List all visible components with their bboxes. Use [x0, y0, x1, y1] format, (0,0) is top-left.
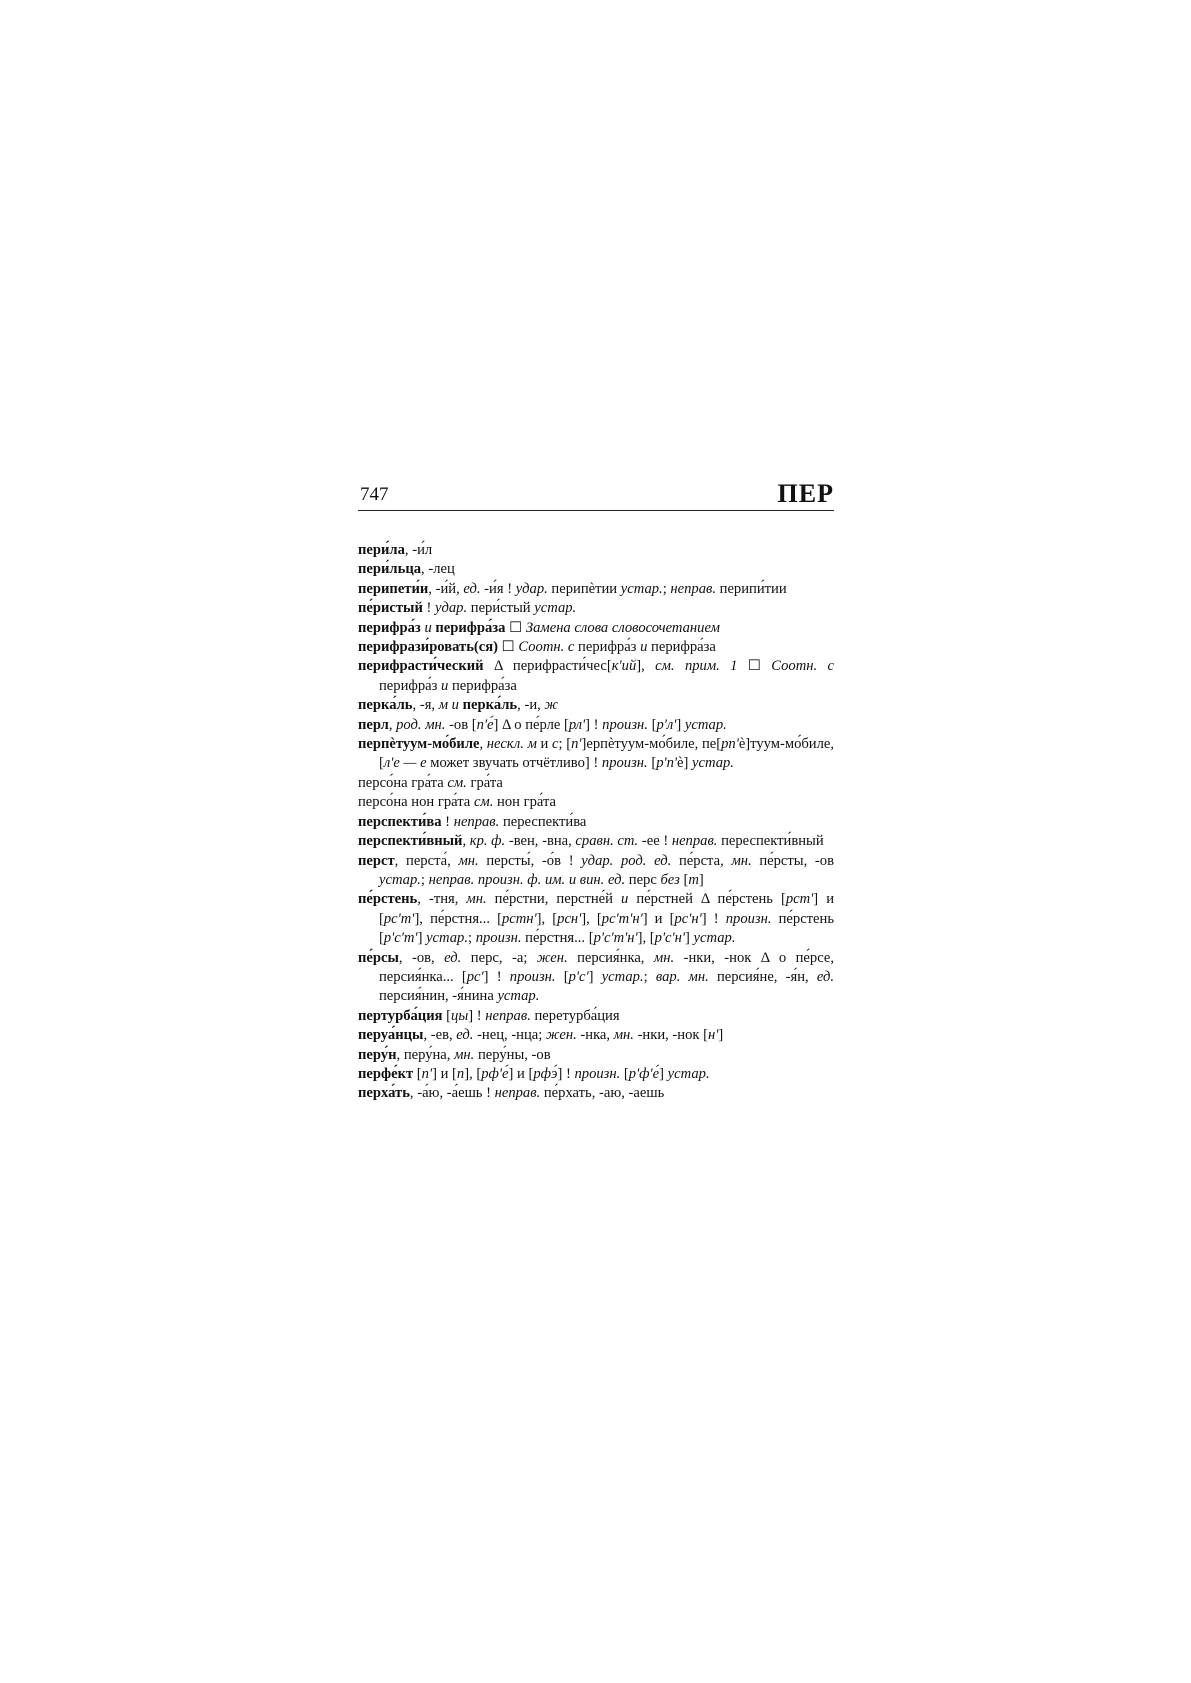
headword: перифра́з — [358, 619, 421, 636]
entry-text: пе́рста, — [671, 852, 732, 869]
entry-text: [ — [647, 755, 657, 772]
italic-label: удар. — [515, 580, 548, 597]
entry-text: Δ перифрасти́чес[ — [483, 658, 612, 675]
entry-text: перс, -а; — [461, 949, 537, 966]
italic-label: мн. — [458, 852, 479, 869]
dictionary-entry — [358, 832, 834, 851]
italic-label: рстн' — [501, 910, 537, 927]
dictionary-entry — [358, 1046, 834, 1065]
entry-text: è]туум-мо́биле, [ — [379, 736, 835, 772]
dictionary-entries — [358, 541, 834, 1104]
italic-label: неправ. — [671, 833, 718, 850]
entry-text: ! — [422, 600, 436, 617]
dictionary-entry — [358, 599, 834, 618]
italic-label: с — [552, 736, 559, 753]
entry-text: -и́я ! — [480, 580, 516, 597]
italic-label: см. прим. 1 — [655, 658, 738, 675]
dictionary-entry — [358, 793, 834, 812]
entry-text: [ — [679, 871, 689, 888]
entry-text: переспекти́ва — [499, 813, 587, 830]
dictionary-entry — [358, 716, 834, 735]
entry-text: ], [ — [464, 1065, 482, 1082]
italic-label: неправ. — [453, 813, 500, 830]
headword: перст — [358, 852, 395, 869]
italic-label: ед. — [816, 968, 835, 985]
dictionary-entry — [358, 1026, 834, 1045]
italic-label: мн. — [454, 1046, 475, 1063]
entry-text: ] — [698, 871, 704, 888]
page-header — [358, 476, 834, 511]
entry-text: , -лец — [421, 561, 455, 578]
entry-text: ], пе́рстня... [ — [414, 910, 502, 927]
italic-label: Замена слова словосочетанием — [525, 619, 720, 636]
entry-text: ; — [643, 968, 656, 985]
italic-label: произн. — [475, 930, 522, 947]
italic-label: устар. — [620, 580, 663, 597]
italic-label: неправ. произн. ф. им. и вин. ед. — [428, 871, 626, 888]
headword: пертурба́ция — [358, 1007, 443, 1024]
headword: перспекти́вный — [358, 833, 463, 850]
dictionary-entry — [358, 1065, 834, 1084]
italic-label: р'ф'е́ — [628, 1065, 660, 1082]
entry-text: , — [388, 716, 397, 733]
entry-text: , — [479, 736, 487, 753]
dictionary-entry — [358, 1084, 834, 1103]
italic-label: и — [441, 677, 449, 694]
entry-text: гра́та — [466, 774, 503, 791]
italic-label: р'с'н' — [654, 930, 686, 947]
headword: перфе́кт — [358, 1065, 414, 1082]
entry-text: ] ! — [585, 716, 603, 733]
entry-text: персты́, -о́в ! — [478, 852, 582, 869]
entry-text: ] ! — [701, 910, 726, 927]
entry-text: , -и́й, — [428, 580, 464, 597]
dictionary-entry — [358, 560, 834, 579]
italic-label: и — [420, 619, 436, 636]
entry-text: перипи́тии — [715, 580, 787, 597]
dictionary-entry — [358, 1007, 834, 1026]
entry-text: [ — [647, 716, 657, 733]
italic-label: см. — [473, 794, 494, 811]
italic-label: рс'н' — [674, 910, 702, 927]
entry-text: ], [ — [637, 930, 655, 947]
italic-label: мн. — [653, 949, 675, 966]
italic-label: нескл. м — [486, 736, 537, 753]
italic-label: устар. — [379, 871, 421, 888]
entry-text: ], — [636, 658, 656, 675]
entry-text: персо́на гра́та — [358, 774, 448, 791]
dictionary-entry — [358, 696, 834, 715]
entry-text: пери́стый — [467, 600, 535, 617]
headword: пе́ристый — [358, 600, 423, 617]
entry-text: -нка, — [576, 1027, 614, 1044]
italic-label: произн. — [509, 968, 556, 985]
italic-label: сравн. ст. — [575, 833, 639, 850]
italic-label: рф'е́ — [481, 1065, 509, 1082]
italic-label: удар. — [435, 600, 468, 617]
dictionary-entry — [358, 890, 834, 948]
entry-text: ] ! — [483, 968, 510, 985]
dictionary-entry — [358, 580, 834, 599]
italic-label: устар. — [693, 930, 736, 947]
entry-text: пе́рстень [ — [379, 910, 835, 947]
page-number: 747 — [360, 484, 389, 505]
italic-label: устар. — [692, 755, 734, 772]
italic-label: р'п' — [656, 755, 678, 772]
headword: перл — [358, 716, 389, 733]
entry-text: ] — [685, 930, 694, 947]
italic-label: вар. мн. — [655, 968, 709, 985]
entry-text: пе́рстней Δ пе́рстень [ — [628, 891, 786, 908]
dictionary-entry — [358, 774, 834, 793]
entry-text: -нки, -нок Δ о пе́рсе, персия́нка... [ — [379, 949, 834, 985]
entry-text: ], [ — [536, 910, 558, 927]
italic-label: рс' — [466, 968, 484, 985]
italic-label: р'л' — [656, 716, 677, 733]
italic-label: мн. — [613, 1027, 634, 1044]
headword: перуа́нцы — [358, 1027, 424, 1044]
entry-text: перу́ны, -ов — [474, 1046, 551, 1063]
entry-text: , перста́, — [394, 852, 459, 869]
entry-text: ] — [588, 968, 602, 985]
entry-text: ! — [441, 813, 454, 830]
dictionary-page — [358, 476, 834, 1104]
entry-text: ☐ — [505, 619, 526, 636]
italic-label: см. — [447, 774, 467, 791]
dictionary-entry — [358, 541, 834, 560]
italic-label: рсн' — [557, 910, 582, 927]
dictionary-entry — [358, 638, 834, 657]
entry-text: ; — [420, 871, 429, 888]
italic-label: ж — [544, 697, 558, 714]
italic-label: произн. — [601, 755, 648, 772]
entry-text: , -и, — [517, 697, 545, 714]
entry-text: перетурба́ция — [530, 1007, 620, 1024]
headword: перифрасти́ческий — [358, 658, 484, 675]
dictionary-entry — [358, 949, 834, 1007]
italic-label: рс'т' — [383, 910, 415, 927]
italic-label: п — [456, 1065, 465, 1082]
entry-text: [ — [442, 1007, 452, 1024]
headword: перспекти́ва — [358, 813, 442, 830]
entry-text: ] — [676, 716, 685, 733]
entry-text: нон гра́та — [493, 794, 557, 811]
italic-label: произн. — [725, 910, 772, 927]
headword: пе́рсы — [358, 949, 399, 966]
entry-text: , -ев, — [423, 1027, 457, 1044]
entry-text: перифра́за — [448, 677, 517, 694]
italic-label: и — [621, 891, 629, 908]
italic-label: удар. род. ед. — [581, 852, 672, 869]
italic-label: устар. — [601, 968, 644, 985]
italic-label: ед. — [463, 580, 481, 597]
entry-text: пе́рхать, -аю, -аешь — [540, 1085, 665, 1102]
italic-label: к'ий — [611, 658, 637, 675]
headword: перу́н — [358, 1046, 397, 1063]
italic-label: неправ. — [494, 1085, 541, 1102]
entry-text: [ — [620, 1065, 629, 1082]
entry-text: переспекти́вный — [717, 833, 824, 850]
entry-text: ☐ — [737, 658, 772, 675]
entry-text: перс — [625, 871, 661, 888]
italic-label: без — [660, 871, 680, 888]
dictionary-entry — [358, 852, 834, 891]
italic-label: Соотн. с — [518, 639, 575, 656]
entry-text: перифра́з — [379, 677, 442, 694]
italic-label: и — [640, 639, 648, 656]
dictionary-entry — [358, 657, 834, 696]
italic-label: р'с'т' — [383, 930, 418, 947]
entry-text: ] ! — [557, 1065, 575, 1082]
italic-label: род. мн. — [396, 716, 446, 733]
entry-text: [ — [555, 968, 569, 985]
italic-label: рс'т'н' — [601, 910, 643, 927]
headword: перифрази́ровать(ся) — [358, 639, 499, 656]
italic-label: кр. ф. — [469, 833, 506, 850]
italic-label: п'е́ — [476, 716, 494, 733]
italic-label: жен. — [546, 1027, 577, 1044]
italic-label: неправ. — [485, 1007, 531, 1024]
entry-text: перифра́з — [574, 639, 641, 656]
italic-label: р'с'т'н' — [593, 930, 638, 947]
italic-label: рфэ́ — [533, 1065, 558, 1082]
headword: перипети́и — [358, 580, 429, 597]
entry-text: персо́на нон гра́та — [358, 794, 474, 811]
entry-text: , -ов, — [398, 949, 445, 966]
entry-text: ] и [ — [642, 910, 675, 927]
italic-label: рст' — [785, 891, 814, 908]
italic-label: устар. — [684, 716, 727, 733]
italic-label: ед. — [444, 949, 462, 966]
entry-text: ] и [ — [379, 891, 835, 927]
entry-text: , — [462, 833, 470, 850]
italic-label: мн. — [466, 891, 487, 908]
entry-text: перифра́за — [647, 639, 716, 656]
italic-label: п' — [571, 736, 582, 753]
italic-label: рл' — [568, 716, 586, 733]
entry-text: ], [ — [581, 910, 602, 927]
running-head: ПЕР — [777, 479, 834, 508]
entry-text: ] — [417, 930, 427, 947]
entry-text: ] ! — [468, 1007, 486, 1024]
headword: пе́рстень — [358, 891, 418, 908]
italic-label: рп' — [721, 736, 739, 753]
entry-text: перипѐтии — [547, 580, 621, 597]
italic-label: т — [688, 871, 699, 888]
dictionary-entry — [358, 735, 834, 774]
entry-text: , перу́на, — [396, 1046, 455, 1063]
entry-text: ; — [662, 580, 671, 597]
entry-text: , -а́ю, -а́ешь ! — [409, 1085, 495, 1102]
dictionary-entry — [358, 813, 834, 832]
headword: перха́ть — [358, 1085, 410, 1102]
headword: пери́ла — [358, 542, 405, 558]
entry-text: ☐ — [498, 639, 519, 656]
italic-label: устар. — [497, 988, 540, 1005]
entry-text: ] Δ о пе́рле [ — [493, 716, 569, 733]
entry-text: [ — [413, 1065, 422, 1082]
headword: перпѐтуум-мо́биле — [358, 736, 480, 753]
entry-text: пе́рсты, -ов — [751, 852, 834, 869]
entry-text: персия́нка, — [567, 949, 654, 966]
entry-text: и — [536, 736, 553, 753]
entry-text: -нки, -нок [ — [633, 1027, 709, 1044]
entry-text: персия́нин, -я́нина — [379, 988, 498, 1005]
entry-text: пе́рстня... [ — [521, 930, 594, 947]
entry-text: пе́рстни, перстне́й — [486, 891, 622, 908]
entry-text: ] — [659, 1065, 668, 1082]
italic-label: л'е — е — [383, 755, 427, 772]
italic-label: м и — [438, 697, 459, 714]
italic-label: неправ. — [670, 580, 716, 597]
headword: перка́ль — [358, 697, 413, 714]
entry-text: ] и [ — [432, 1065, 457, 1082]
headword: пери́льца — [358, 561, 422, 578]
entry-text: ; — [468, 930, 476, 947]
italic-label: п' — [421, 1065, 433, 1082]
italic-label: устар. — [426, 930, 468, 947]
italic-label: р'с' — [568, 968, 589, 985]
headword: перка́ль — [462, 697, 518, 714]
italic-label: жен. — [536, 949, 568, 966]
entry-text: ] и [ — [508, 1065, 534, 1082]
dictionary-entry — [358, 619, 834, 638]
entry-text: ]ерпѐтуум-мо́биле, пе[ — [581, 736, 722, 753]
entry-text: -вен, -вна, — [505, 833, 576, 850]
italic-label: мн. — [731, 852, 752, 869]
entry-text: может звучать отчётливо] ! — [426, 755, 602, 772]
entry-text: -ов [ — [445, 716, 477, 733]
italic-label: цы — [451, 1007, 469, 1024]
italic-label: Соотн. с — [771, 658, 834, 675]
entry-text: -ее ! — [638, 833, 672, 850]
italic-label: произн. — [574, 1065, 621, 1082]
italic-label: н' — [708, 1027, 719, 1044]
entry-text: -нец, -нца; — [473, 1027, 546, 1044]
headword: перифра́за — [435, 619, 506, 636]
italic-label: устар. — [534, 600, 577, 617]
entry-text: è] — [677, 755, 693, 772]
entry-text: ; [ — [558, 736, 572, 753]
entry-text: , -я, — [412, 697, 439, 714]
entry-text: , -и́л — [404, 542, 433, 558]
entry-text: персия́не, -я́н, — [708, 968, 817, 985]
entry-text: , -тня, — [417, 891, 467, 908]
italic-label: произн. — [602, 716, 648, 733]
italic-label: ед. — [456, 1027, 474, 1044]
italic-label: устар. — [667, 1065, 710, 1082]
entry-text: ] — [718, 1027, 724, 1044]
